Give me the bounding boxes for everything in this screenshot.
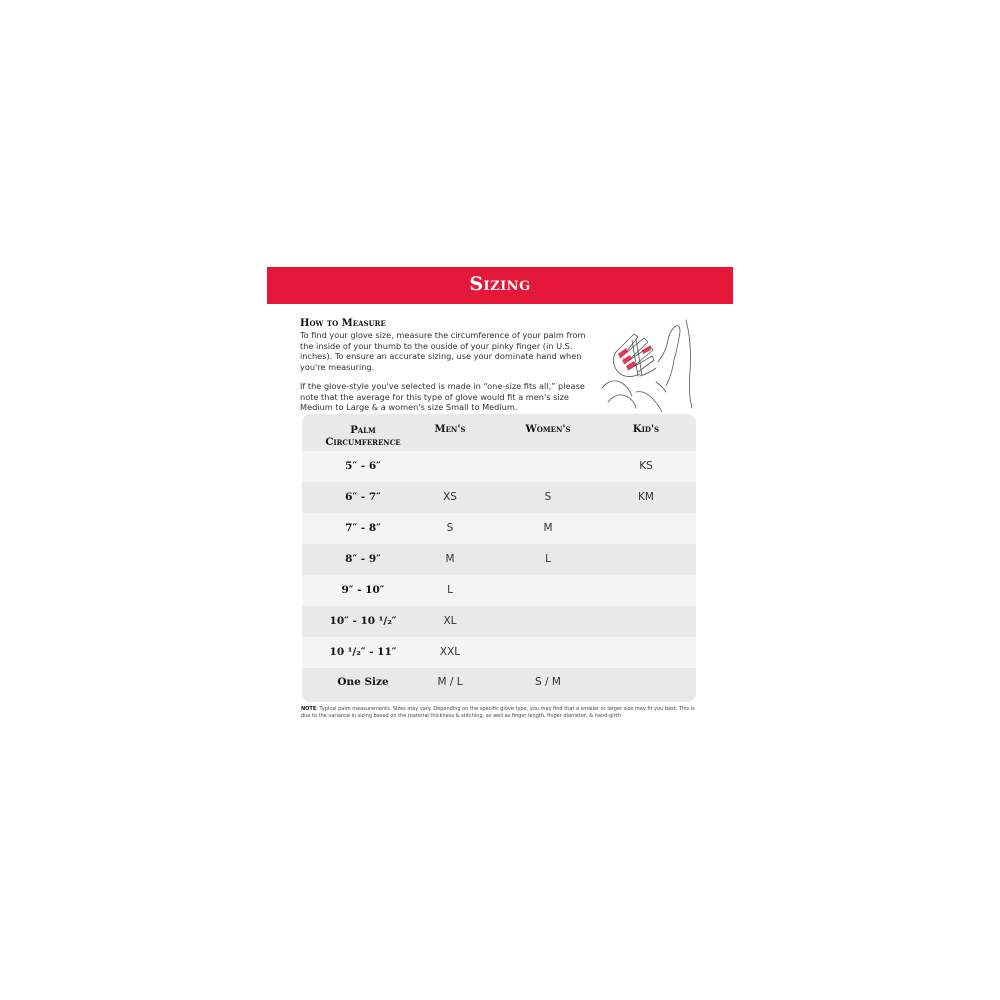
palm-cell: 9″ - 10″ — [341, 584, 385, 596]
one-size-note: If the glove-style you've selected is made in “one-size fits all,” please note that the average for this type of glove would fit a men's size Medium to Large & a women's size Small to Medium. — [300, 381, 585, 412]
womens-cell: S / M — [535, 676, 561, 688]
mens-cell — [410, 451, 490, 482]
mens-cell: L — [447, 584, 453, 596]
table-row — [302, 482, 696, 513]
how-to-measure-section — [300, 318, 600, 422]
mens-column-header: Men's — [434, 424, 466, 435]
womens-cell — [506, 575, 590, 606]
mens-cell: XS — [443, 491, 457, 503]
hand-measuring-icon — [596, 312, 700, 412]
womens-cell — [506, 606, 590, 637]
kids-cell — [606, 637, 686, 668]
mens-cell: XL — [443, 615, 457, 627]
note-text: : Typical palm measurements. Sizes may vary. Depending on the specific glove type, you may find that a smaller or larger size may fit you best. This is due to the variance in sizing based on the material thickness & stitching, as well as finger length, finger diameter, & hand-girth — [301, 706, 695, 719]
mens-cell: S — [446, 522, 454, 534]
kids-cell — [606, 575, 686, 606]
palm-header-line2: Circumference — [325, 437, 401, 448]
table-row — [302, 451, 696, 482]
note-label: NOTE — [301, 706, 317, 712]
womens-cell: M — [543, 522, 553, 534]
mens-cell: XXL — [439, 646, 461, 658]
table-row — [302, 575, 696, 606]
palm-header-line1: Palm — [350, 425, 376, 436]
womens-cell: L — [545, 553, 551, 565]
kids-cell — [606, 544, 686, 575]
palm-cell: 7″ - 8″ — [345, 522, 381, 534]
kids-cell: KS — [639, 460, 653, 472]
table-header — [302, 414, 696, 451]
womens-cell: S — [544, 491, 552, 503]
palm-cell: 6″ - 7″ — [345, 491, 381, 503]
womens-cell — [506, 451, 590, 482]
measure-instructions: To find your glove size, measure the circumference of your palm from the inside of your thumb to the ouside of your pinky finger (in U.S. inches). To ensure an accurate sizing, use your dominate hand when you're measuring. — [300, 330, 586, 372]
mens-cell: M — [445, 553, 455, 565]
womens-column-header: Women's — [525, 424, 571, 435]
palm-cell: 5″ - 6″ — [345, 460, 381, 472]
palm-cell: 10 ¹/₂″ - 11″ — [329, 646, 397, 658]
womens-cell — [506, 637, 590, 668]
kids-cell — [606, 606, 686, 637]
palm-column-header — [302, 425, 424, 449]
table-row — [302, 544, 696, 575]
kids-cell — [606, 668, 686, 699]
table-row — [302, 668, 696, 702]
sizing-banner — [267, 267, 733, 304]
kids-cell: KM — [638, 491, 654, 503]
kids-column-header: Kid's — [632, 424, 660, 435]
table-row — [302, 606, 696, 637]
table-row — [302, 637, 696, 668]
palm-cell: One Size — [337, 676, 389, 688]
sizing-footnote — [301, 706, 701, 720]
how-to-measure-heading: How to Measure — [300, 318, 386, 329]
table-row — [302, 513, 696, 544]
palm-cell: 8″ - 9″ — [345, 553, 381, 565]
page-title: Sizing — [469, 273, 531, 295]
mens-cell: M / L — [437, 676, 463, 688]
palm-cell: 10″ - 10 ¹/₂″ — [329, 615, 397, 627]
size-chart-table — [302, 414, 696, 702]
kids-cell — [606, 513, 686, 544]
